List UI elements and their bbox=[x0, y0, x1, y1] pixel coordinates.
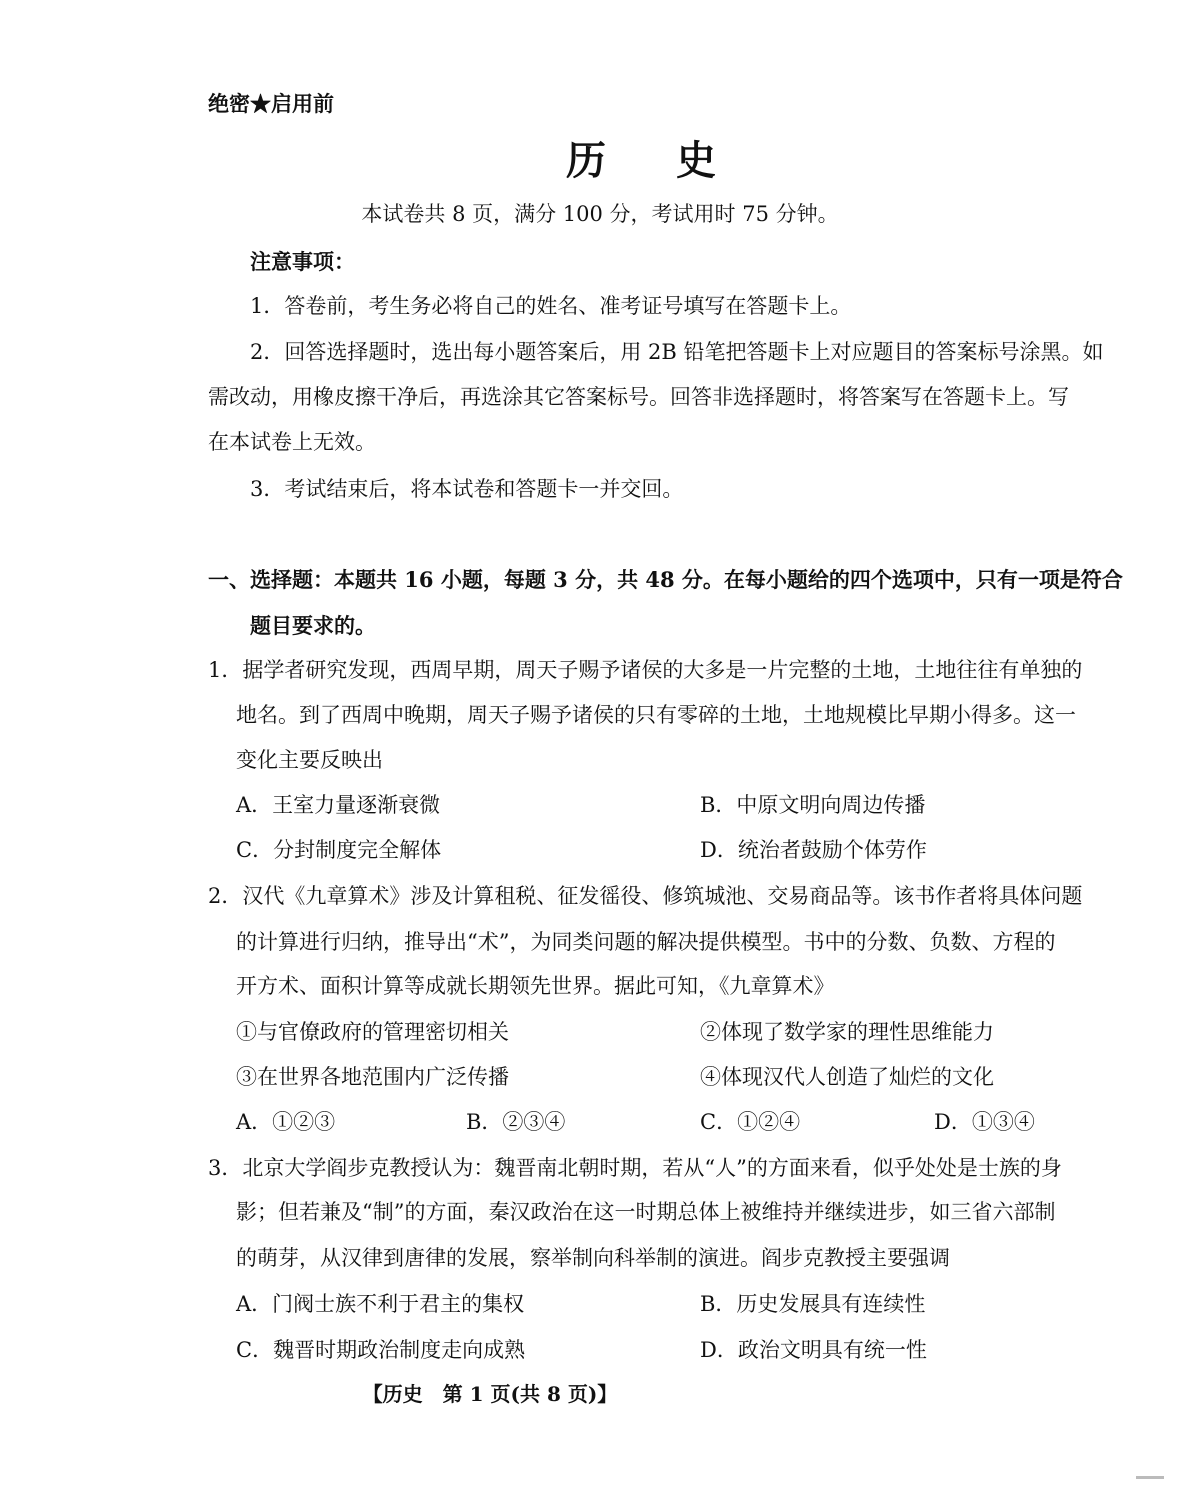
q2-option-a: A．①②③ bbox=[236, 1110, 336, 1134]
notice-item-2-line-2: 需改动，用橡皮擦干净后，再选涂其它答案标号。回答非选择题时，将答案写在答题卡上。写 bbox=[208, 385, 1069, 409]
q1-option-b: B．中原文明向周边传播 bbox=[700, 793, 926, 817]
q3-option-b: B．历史发展具有连续性 bbox=[700, 1292, 926, 1316]
q3-option-c: C．魏晋时期政治制度走向成熟 bbox=[236, 1338, 526, 1362]
q3-stem-line-2: 影；但若兼及“制”的方面，秦汉政治在这一时期总体上被维持并继续进步，如三省六部制 bbox=[236, 1200, 1056, 1224]
q2-stem-line-3: 开方术、面积计算等成就长期领先世界。据此可知，《九章算术》 bbox=[236, 974, 835, 998]
q2-stem-line-1: 2．汉代《九章算术》涉及计算租税、征发徭役、修筑城池、交易商品等。该书作者将具体问题 bbox=[208, 884, 1083, 908]
notice-item-3: 3．考试结束后，将本试卷和答题卡一并交回。 bbox=[250, 477, 684, 501]
q3-option-a: A．门阀士族不利于君主的集权 bbox=[236, 1292, 525, 1316]
page-footer: 【历史 第 1 页(共 8 页)】 bbox=[362, 1382, 618, 1406]
q3-option-d: D．政治文明具有统一性 bbox=[700, 1338, 927, 1362]
q1-option-a: A．王室力量逐渐衰微 bbox=[236, 793, 441, 817]
page-title: 历 史 bbox=[566, 137, 744, 184]
q3-stem-line-1: 3．北京大学阎步克教授认为：魏晋南北朝时期，若从“人”的方面来看，似乎处处是士族的身 bbox=[208, 1156, 1062, 1180]
notice-item-2-line-1: 2．回答选择题时，选出每小题答案后，用 2B 铅笔把答题卡上对应题目的答案标号涂黑。如 bbox=[250, 340, 1104, 364]
q2-statement-2: ②体现了数学家的理性思维能力 bbox=[700, 1020, 994, 1044]
section-heading-line-1: 一、选择题：本题共 16 小题，每题 3 分，共 48 分。在每小题给的四个选项中，只有一项是符合 bbox=[208, 567, 1123, 592]
exam-info: 本试卷共 8 页，满分 100 分，考试用时 75 分钟。 bbox=[361, 202, 839, 226]
q2-option-b: B．②③④ bbox=[466, 1110, 566, 1134]
notice-item-2-line-3: 在本试卷上无效。 bbox=[208, 430, 376, 454]
secret-label: 绝密★启用前 bbox=[208, 91, 334, 116]
q2-statement-1: ①与官僚政府的管理密切相关 bbox=[236, 1020, 509, 1044]
q2-stem-line-2: 的计算进行归纳，推导出“术”，为同类问题的解决提供模型。书中的分数、负数、方程的 bbox=[236, 930, 1056, 954]
q3-stem-line-3: 的萌芽，从汉律到唐律的发展，察举制向科举制的演进。阎步克教授主要强调 bbox=[236, 1246, 950, 1270]
q2-option-c: C．①②④ bbox=[700, 1110, 801, 1134]
q1-option-c: C．分封制度完全解体 bbox=[236, 838, 442, 862]
q1-stem-line-1: 1．据学者研究发现，西周早期，周天子赐予诸侯的大多是一片完整的土地，土地往往有单独的 bbox=[208, 658, 1083, 682]
q1-option-d: D．统治者鼓励个体劳作 bbox=[700, 838, 927, 862]
q1-stem-line-3: 变化主要反映出 bbox=[236, 748, 383, 772]
scan-mark bbox=[1136, 1476, 1164, 1479]
notice-heading: 注意事项： bbox=[250, 249, 355, 274]
q2-option-d: D．①③④ bbox=[934, 1110, 1035, 1134]
q2-statement-3: ③在世界各地范围内广泛传播 bbox=[236, 1065, 509, 1089]
q1-stem-line-2: 地名。到了西周中晚期，周天子赐予诸侯的只有零碎的土地，土地规模比早期小得多。这一 bbox=[236, 703, 1076, 727]
notice-item-1: 1．答卷前，考生务必将自己的姓名、准考证号填写在答题卡上。 bbox=[250, 294, 852, 318]
q2-statement-4: ④体现汉代人创造了灿烂的文化 bbox=[700, 1065, 994, 1089]
section-heading-line-2: 题目要求的。 bbox=[250, 613, 376, 638]
